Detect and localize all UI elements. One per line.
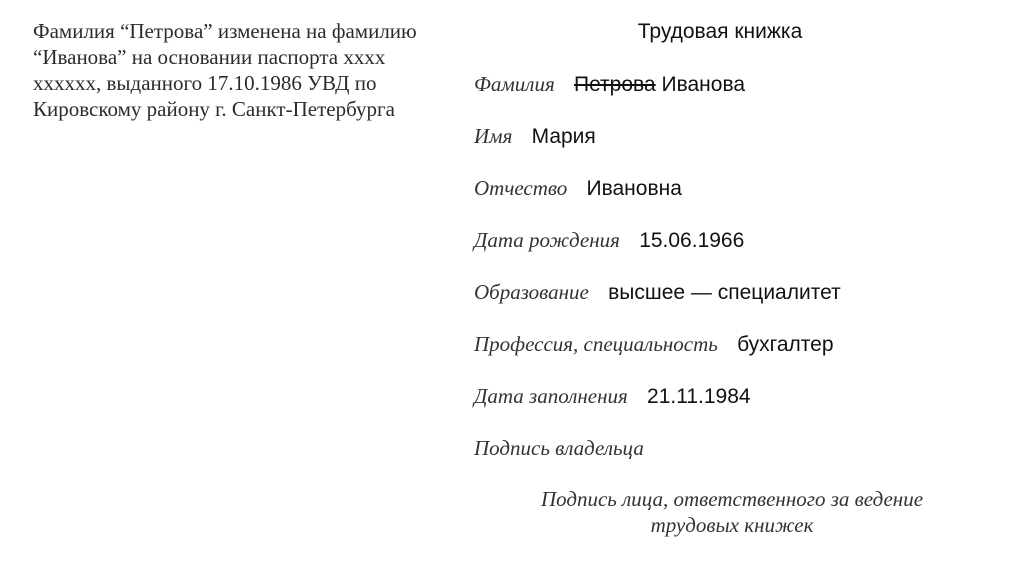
document-title: Трудовая книжка [637, 20, 803, 43]
education-value: высшее — специалитет [608, 281, 841, 304]
responsible-signature-label: Подпись лица, ответственного за ведение трудовых книжек [540, 487, 924, 537]
name-field [474, 122, 596, 151]
new-surname: Иванова [661, 73, 746, 96]
owner-signature-label: Подпись владельца [474, 436, 644, 460]
fill-date-label: Дата заполнения [474, 384, 628, 408]
birth-date-label: Дата рождения [474, 228, 620, 252]
education-field [474, 278, 841, 307]
patronymic-label: Отчество [474, 176, 568, 200]
surname-label: Фамилия [474, 72, 555, 96]
surname-field [474, 70, 745, 99]
surname-change-note: Фамилия “Петрова” изменена на фамилию “Иванова” на основании паспорта хххх хххххх, выданного 17.10.1986 УВД по Кировскому району г. Санкт-Петербурга [33, 19, 417, 121]
patronymic-field [474, 174, 682, 203]
name-value: Мария [531, 125, 596, 148]
patronymic-value: Ивановна [586, 177, 682, 200]
birth-date-field [474, 226, 744, 255]
fill-date-value: 21.11.1984 [647, 385, 751, 408]
profession-label: Профессия, специальность [474, 332, 718, 356]
name-label: Имя [474, 124, 513, 148]
owner-signature-field [474, 434, 644, 462]
profession-value: бухгалтер [737, 333, 834, 356]
profession-field [474, 330, 834, 359]
birth-date-value: 15.06.1966 [639, 229, 745, 252]
old-surname: Петрова [573, 73, 656, 96]
fill-date-field [474, 382, 751, 411]
education-label: Образование [474, 280, 589, 304]
surname-value [574, 73, 745, 96]
